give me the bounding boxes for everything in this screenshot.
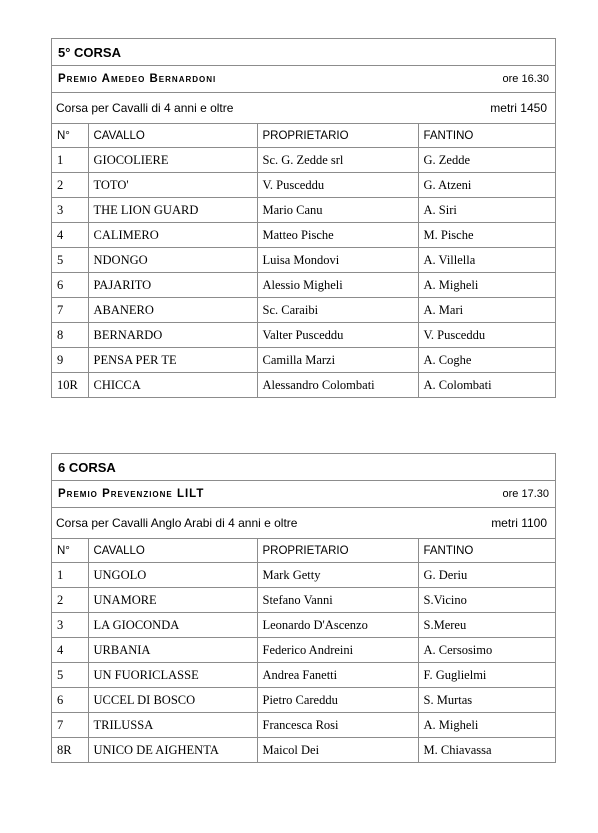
table-row bbox=[52, 223, 555, 248]
table-row bbox=[52, 298, 555, 323]
horse-name: CALIMERO bbox=[88, 223, 257, 248]
entry-number: 2 bbox=[52, 588, 88, 613]
owner-name: Mario Canu bbox=[257, 198, 418, 223]
header-horse: CAVALLO bbox=[88, 124, 257, 148]
race-distance: metri 1100 bbox=[491, 516, 547, 530]
race-6-card bbox=[51, 453, 556, 763]
horse-name: TRILUSSA bbox=[88, 713, 257, 738]
horse-name: NDONGO bbox=[88, 248, 257, 273]
entry-number: 5 bbox=[52, 248, 88, 273]
horse-name: TOTO' bbox=[88, 173, 257, 198]
race-description: Corsa per Cavalli di 4 anni e oltre bbox=[56, 101, 234, 115]
owner-name: Camilla Marzi bbox=[257, 348, 418, 373]
entry-number: 6 bbox=[52, 688, 88, 713]
header-horse: CAVALLO bbox=[88, 539, 257, 563]
entry-number: 2 bbox=[52, 173, 88, 198]
owner-name: Stefano Vanni bbox=[257, 588, 418, 613]
prize-row bbox=[52, 481, 555, 508]
jockey-name: A. Siri bbox=[418, 198, 555, 223]
owner-name: Luisa Mondovi bbox=[257, 248, 418, 273]
entries-table bbox=[52, 539, 555, 762]
race-description: Corsa per Cavalli Anglo Arabi di 4 anni e oltre bbox=[56, 516, 298, 530]
race-time: ore 17.30 bbox=[502, 488, 549, 500]
horse-name: CHICCA bbox=[88, 373, 257, 398]
race-description-row bbox=[52, 93, 555, 124]
table-row bbox=[52, 323, 555, 348]
jockey-name: M. Chiavassa bbox=[423, 742, 492, 757]
table-row bbox=[52, 348, 555, 373]
owner-name: Francesca Rosi bbox=[257, 713, 418, 738]
table-row bbox=[52, 148, 555, 173]
entries-table bbox=[52, 124, 555, 397]
owner-name: Valter Pusceddu bbox=[257, 323, 418, 348]
jockey-name: G. Zedde bbox=[418, 148, 555, 173]
table-row bbox=[52, 613, 555, 638]
header-number: N° bbox=[52, 124, 88, 148]
table-row bbox=[52, 373, 555, 398]
horse-name: UNICO DE AIGHENTA bbox=[88, 738, 257, 763]
table-row bbox=[52, 173, 555, 198]
header-owner: PROPRIETARIO bbox=[257, 124, 418, 148]
jockey-name: A. Mari bbox=[418, 298, 555, 323]
owner-name: Alessio Migheli bbox=[257, 273, 418, 298]
jockey-name: A. Coghe bbox=[418, 348, 555, 373]
jockey-name: G. Deriu bbox=[418, 563, 555, 588]
entry-number: 8R bbox=[52, 738, 88, 763]
header-owner: PROPRIETARIO bbox=[257, 539, 418, 563]
race-title: 5° CORSA bbox=[52, 39, 555, 66]
jockey-name: V. Pusceddu bbox=[418, 323, 555, 348]
entry-number: 3 bbox=[52, 198, 88, 223]
jockey-name: S.Mereu bbox=[418, 613, 555, 638]
entry-number: 3 bbox=[52, 613, 88, 638]
entry-number: 7 bbox=[52, 298, 88, 323]
owner-name: Mark Getty bbox=[257, 563, 418, 588]
race-description-row bbox=[52, 508, 555, 539]
table-row bbox=[52, 198, 555, 223]
entry-number: 4 bbox=[52, 638, 88, 663]
jockey-name: S.Vicino bbox=[418, 588, 555, 613]
entry-number: 8 bbox=[52, 323, 88, 348]
jockey-name: A. Colombati bbox=[423, 377, 492, 392]
prize-name: Premio Amedeo Bernardoni bbox=[58, 73, 217, 85]
owner-name: Maicol Dei bbox=[257, 738, 418, 763]
owner-name: Alessandro Colombati bbox=[257, 373, 418, 398]
owner-name: Andrea Fanetti bbox=[257, 663, 418, 688]
prize-name: Premio Prevenzione LILT bbox=[58, 488, 205, 500]
entry-number: 1 bbox=[52, 148, 88, 173]
horse-name: UN FUORICLASSE bbox=[88, 663, 257, 688]
horse-name: UNAMORE bbox=[88, 588, 257, 613]
table-row bbox=[52, 248, 555, 273]
table-row bbox=[52, 663, 555, 688]
horse-name: BERNARDO bbox=[88, 323, 257, 348]
table-row bbox=[52, 638, 555, 663]
table-row bbox=[52, 588, 555, 613]
header-jockey: FANTINO bbox=[418, 124, 555, 148]
entry-number: 9 bbox=[52, 348, 88, 373]
owner-name: Leonardo D'Ascenzo bbox=[257, 613, 418, 638]
jockey-name: M. Pische bbox=[418, 223, 555, 248]
table-row bbox=[52, 563, 555, 588]
race-5-card bbox=[51, 38, 556, 398]
owner-name: Sc. Caraibi bbox=[257, 298, 418, 323]
table-row bbox=[52, 273, 555, 298]
header-number: N° bbox=[52, 539, 88, 563]
table-row bbox=[52, 713, 555, 738]
entry-number: 5 bbox=[52, 663, 88, 688]
jockey-name: F. Guglielmi bbox=[418, 663, 555, 688]
horse-name: PENSA PER TE bbox=[88, 348, 257, 373]
table-header-row bbox=[52, 124, 555, 148]
owner-name: Sc. G. Zedde srl bbox=[257, 148, 418, 173]
horse-name: GIOCOLIERE bbox=[88, 148, 257, 173]
owner-name: Federico Andreini bbox=[257, 638, 418, 663]
jockey-name: A. Migheli bbox=[418, 713, 555, 738]
horse-name: LA GIOCONDA bbox=[88, 613, 257, 638]
entry-number: 4 bbox=[52, 223, 88, 248]
horse-name: THE LION GUARD bbox=[88, 198, 257, 223]
owner-name: Matteo Pische bbox=[257, 223, 418, 248]
horse-name: URBANIA bbox=[88, 638, 257, 663]
table-row bbox=[52, 738, 555, 763]
header-jockey: FANTINO bbox=[418, 539, 555, 563]
prize-row bbox=[52, 66, 555, 93]
jockey-name: A. Cersosimo bbox=[418, 638, 555, 663]
entry-number: 1 bbox=[52, 563, 88, 588]
owner-name: Pietro Careddu bbox=[257, 688, 418, 713]
entry-number: 6 bbox=[52, 273, 88, 298]
table-row bbox=[52, 688, 555, 713]
table-header-row bbox=[52, 539, 555, 563]
horse-name: PAJARITO bbox=[88, 273, 257, 298]
jockey-name: A. Villella bbox=[418, 248, 555, 273]
entry-number: 7 bbox=[52, 713, 88, 738]
owner-name: V. Pusceddu bbox=[257, 173, 418, 198]
jockey-name: A. Migheli bbox=[418, 273, 555, 298]
race-title: 6 CORSA bbox=[52, 454, 555, 481]
race-time: ore 16.30 bbox=[502, 73, 549, 85]
entry-number: 10R bbox=[52, 373, 88, 398]
horse-name: ABANERO bbox=[88, 298, 257, 323]
horse-name: UCCEL DI BOSCO bbox=[88, 688, 257, 713]
horse-name: UNGOLO bbox=[88, 563, 257, 588]
jockey-name: G. Atzeni bbox=[418, 173, 555, 198]
jockey-name: S. Murtas bbox=[418, 688, 555, 713]
race-distance: metri 1450 bbox=[490, 101, 547, 115]
